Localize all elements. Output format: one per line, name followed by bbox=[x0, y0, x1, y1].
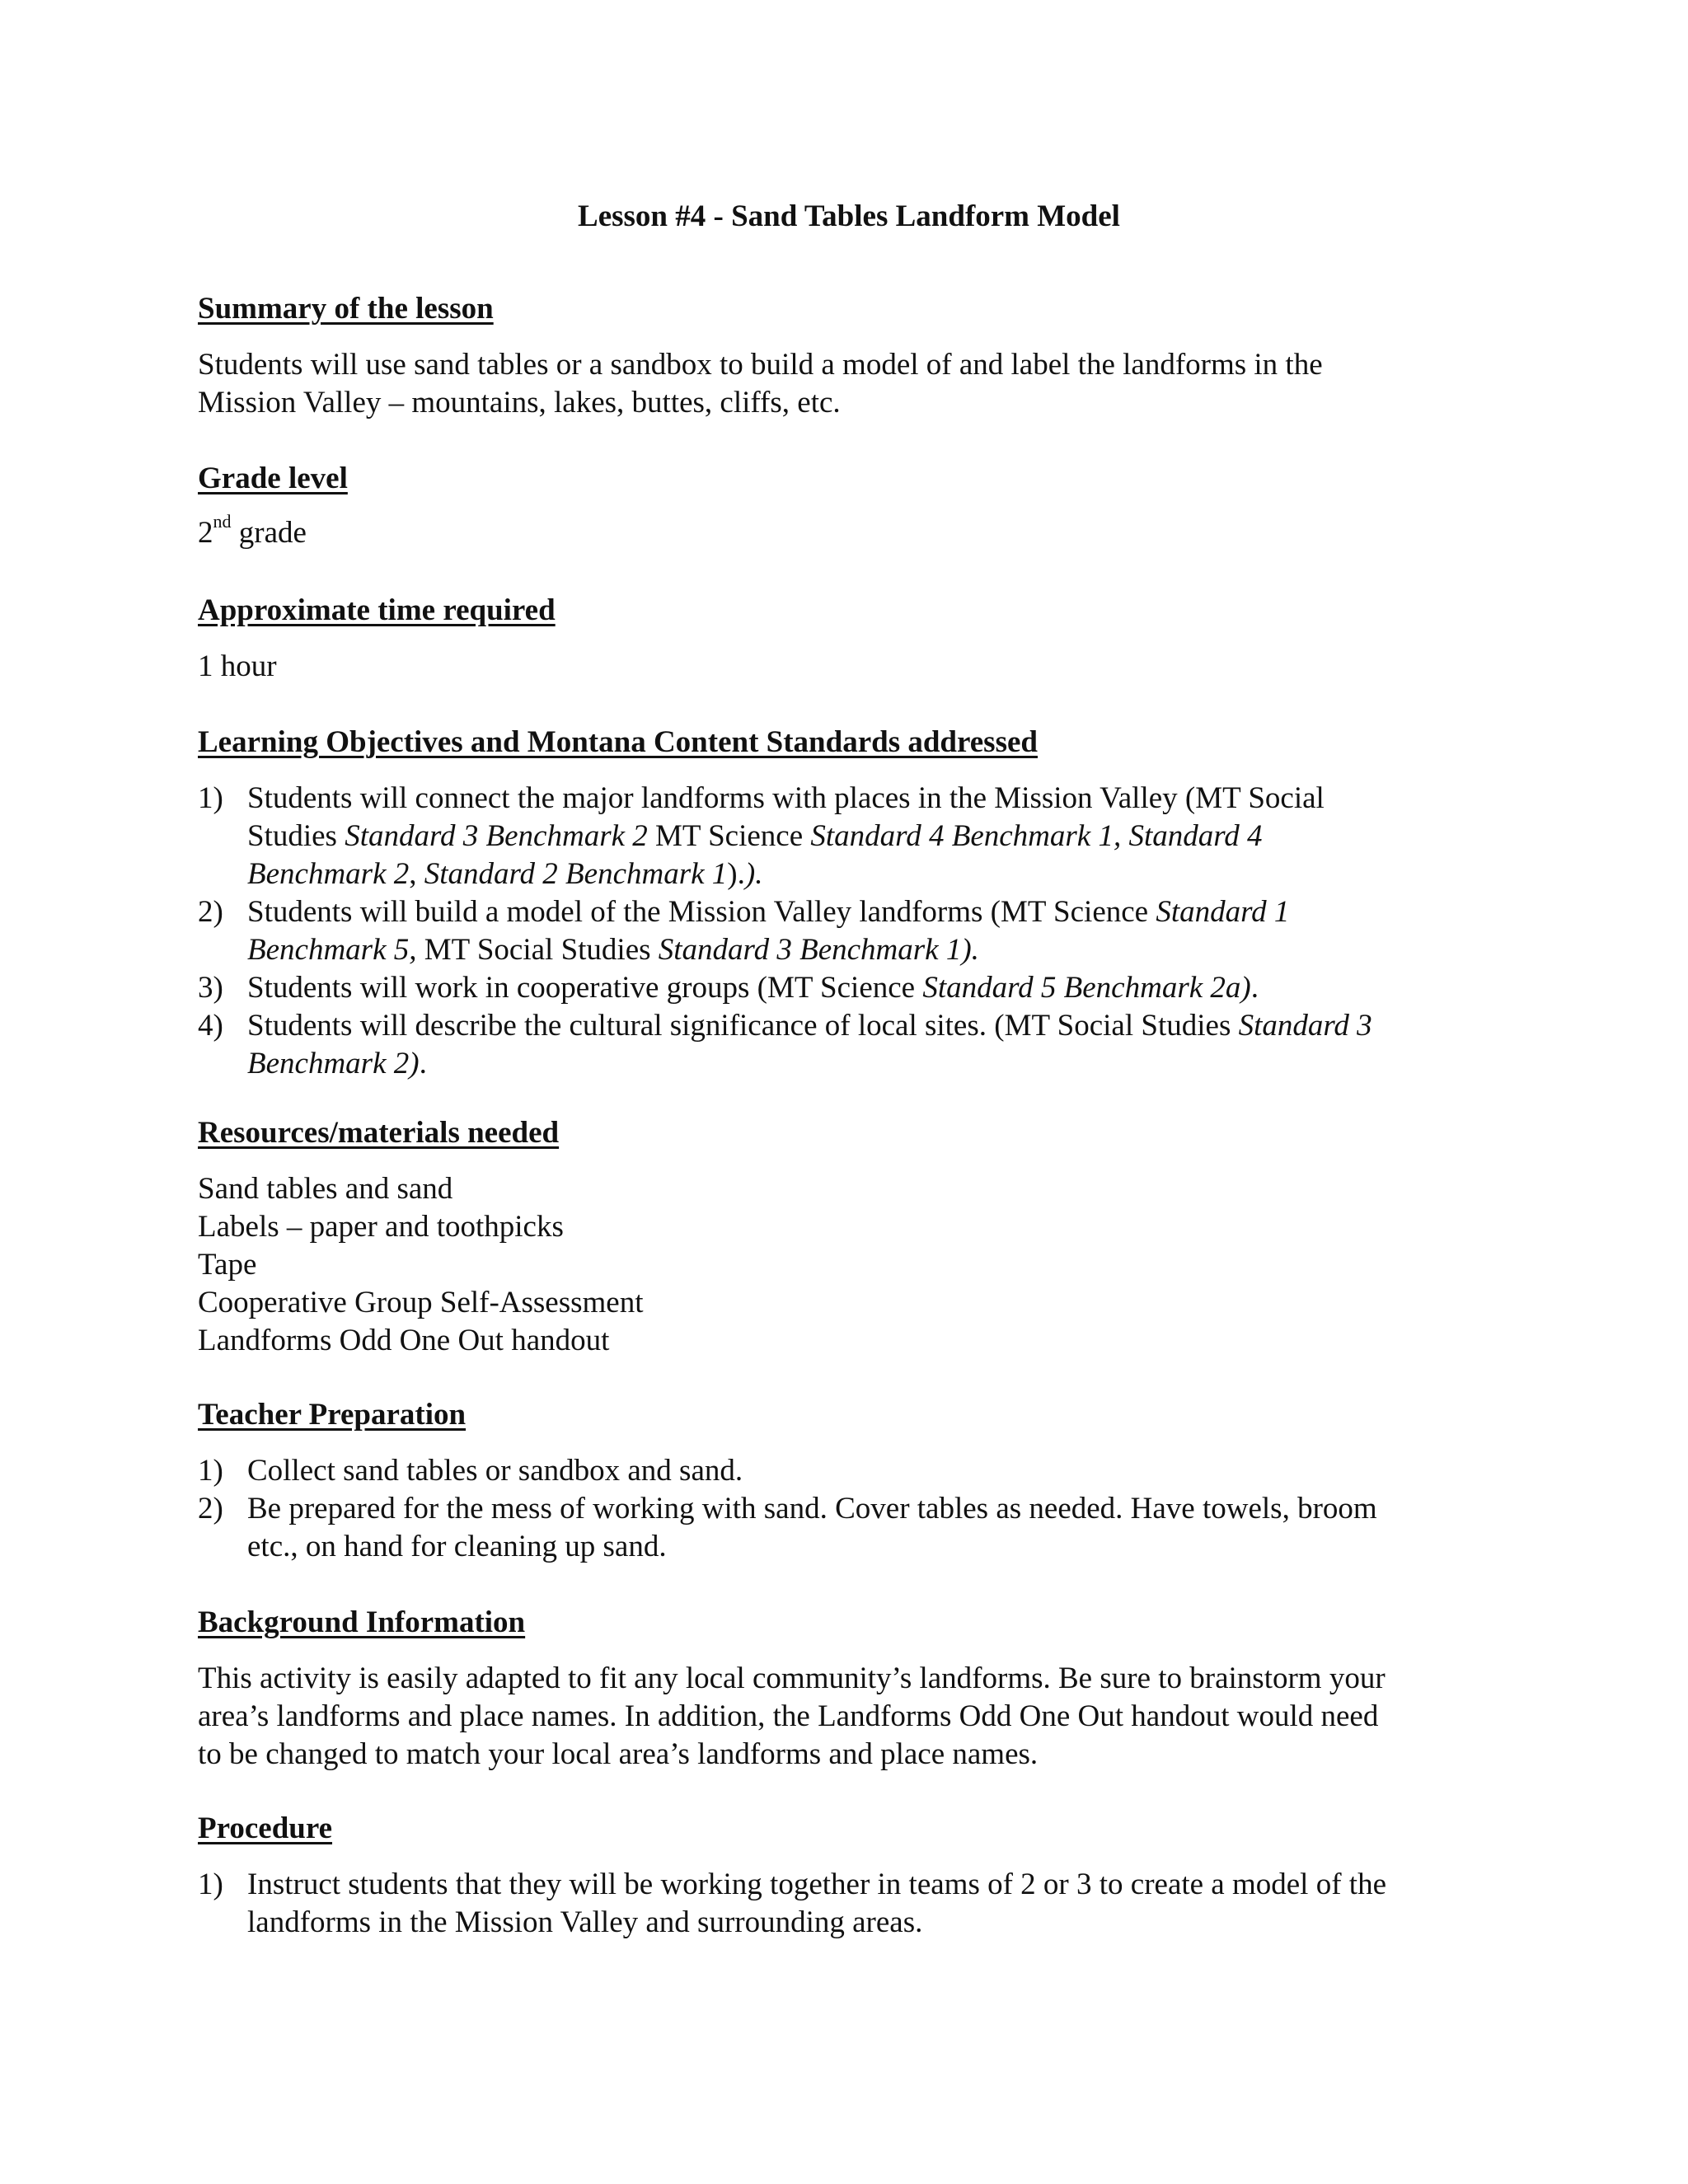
summary-paragraph bbox=[198, 346, 1500, 422]
resource-item: Sand tables and sand bbox=[198, 1172, 453, 1206]
objective-text: . bbox=[419, 1047, 427, 1080]
grade-number: 2 bbox=[198, 516, 213, 550]
prep-text: Be prepared for the mess of working with sand. Cover tables as needed. Have towels, broom bbox=[247, 1492, 1377, 1526]
background-line: This activity is easily adapted to fit any local community’s landforms. Be sure to brainstorm your bbox=[198, 1661, 1386, 1695]
objective-text: Students will describe the cultural significance of local sites. (MT Social Studies bbox=[247, 1009, 1239, 1043]
resource-item: Landforms Odd One Out handout bbox=[198, 1324, 610, 1357]
time-text: 1 hour bbox=[198, 649, 277, 683]
standard-ref: Standard 3 Benchmark 1). bbox=[658, 933, 979, 967]
prep-text: etc., on hand for cleaning up sand. bbox=[247, 1530, 667, 1563]
summary-line: Students will use sand tables or a sandbox to build a model of and label the landforms in the bbox=[198, 348, 1323, 382]
objective-item bbox=[198, 1007, 1500, 1083]
standard-ref: Standard 1 bbox=[1156, 895, 1290, 929]
resource-item: Tape bbox=[198, 1248, 257, 1282]
prep-number: 2) bbox=[198, 1492, 223, 1526]
background-line: area’s landforms and place names. In addition, the Landforms Odd One Out handout would need bbox=[198, 1699, 1379, 1733]
standard-ref: Standard 3 Benchmark 2 bbox=[345, 819, 648, 853]
prep-item bbox=[198, 1452, 1500, 1490]
prep-number: 1) bbox=[198, 1454, 223, 1488]
standard-ref: Benchmark 5, bbox=[247, 933, 417, 967]
grade-suffix: nd bbox=[213, 511, 232, 532]
procedure-text: landforms in the Mission Valley and surrounding areas. bbox=[247, 1905, 923, 1939]
prep-heading: Teacher Preparation bbox=[198, 1398, 467, 1432]
time-heading: Approximate time required bbox=[198, 593, 556, 627]
background-paragraph bbox=[198, 1660, 1500, 1774]
objective-text: MT Science bbox=[647, 819, 811, 853]
objective-number: 2) bbox=[198, 895, 223, 929]
standard-ref: Standard 5 Benchmark 2a) bbox=[922, 971, 1251, 1005]
background-line: to be changed to match your local area’s landforms and place names. bbox=[198, 1737, 1039, 1771]
objective-text: MT Social Studies bbox=[416, 933, 659, 967]
grade-rest: grade bbox=[231, 516, 307, 550]
objective-text: Students will build a model of the Mission Valley landforms (MT Science bbox=[247, 895, 1156, 929]
resource-item: Cooperative Group Self-Assessment bbox=[198, 1286, 644, 1319]
summary-line: Mission Valley – mountains, lakes, buttes, cliffs, etc. bbox=[198, 386, 841, 419]
objectives-heading: Learning Objectives and Montana Content Standards addressed bbox=[198, 725, 1038, 759]
procedure-item bbox=[198, 1866, 1500, 1942]
objective-number: 1) bbox=[198, 781, 223, 815]
procedure-list bbox=[198, 1866, 1500, 1942]
objective-item bbox=[198, 969, 1500, 1007]
standard-ref: Standard 4 Benchmark 1, Standard 4 bbox=[810, 819, 1263, 853]
procedure-number: 1) bbox=[198, 1868, 223, 1901]
standard-ref: Standard 2 Benchmark 1 bbox=[424, 857, 728, 891]
grade-heading: Grade level bbox=[198, 462, 348, 495]
objective-number: 4) bbox=[198, 1009, 223, 1043]
prep-item bbox=[198, 1490, 1500, 1566]
objective-text: Students will work in cooperative groups (MT Science bbox=[247, 971, 923, 1005]
prep-text: Collect sand tables or sandbox and sand. bbox=[247, 1454, 743, 1488]
objective-text: . bbox=[1250, 971, 1259, 1005]
resources-heading: Resources/materials needed bbox=[198, 1116, 560, 1150]
prep-list bbox=[198, 1452, 1500, 1566]
background-heading: Background Information bbox=[198, 1605, 526, 1639]
standard-ref: ). bbox=[744, 857, 763, 891]
objective-text: Studies bbox=[247, 819, 345, 853]
standard-ref: Benchmark 2 bbox=[247, 857, 410, 891]
procedure-text: Instruct students that they will be working together in teams of 2 or 3 to create a model of the bbox=[247, 1868, 1386, 1901]
procedure-heading: Procedure bbox=[198, 1811, 333, 1845]
lesson-title: Lesson #4 - Sand Tables Landform Model bbox=[578, 199, 1120, 233]
objective-item bbox=[198, 780, 1500, 893]
objective-text: ). bbox=[727, 857, 745, 891]
summary-heading: Summary of the lesson bbox=[198, 292, 494, 326]
resource-item: Labels – paper and toothpicks bbox=[198, 1210, 564, 1244]
grade-text bbox=[198, 511, 1500, 552]
objectives-list bbox=[198, 780, 1500, 1083]
resources-list bbox=[198, 1170, 1500, 1360]
objective-item bbox=[198, 893, 1500, 969]
objective-text: Students will connect the major landforms with places in the Mission Valley (MT Social bbox=[247, 781, 1325, 815]
objective-text: , bbox=[409, 857, 424, 891]
standard-ref: Benchmark 2) bbox=[247, 1047, 420, 1080]
objective-number: 3) bbox=[198, 971, 223, 1005]
standard-ref: Standard 3 bbox=[1238, 1009, 1372, 1043]
